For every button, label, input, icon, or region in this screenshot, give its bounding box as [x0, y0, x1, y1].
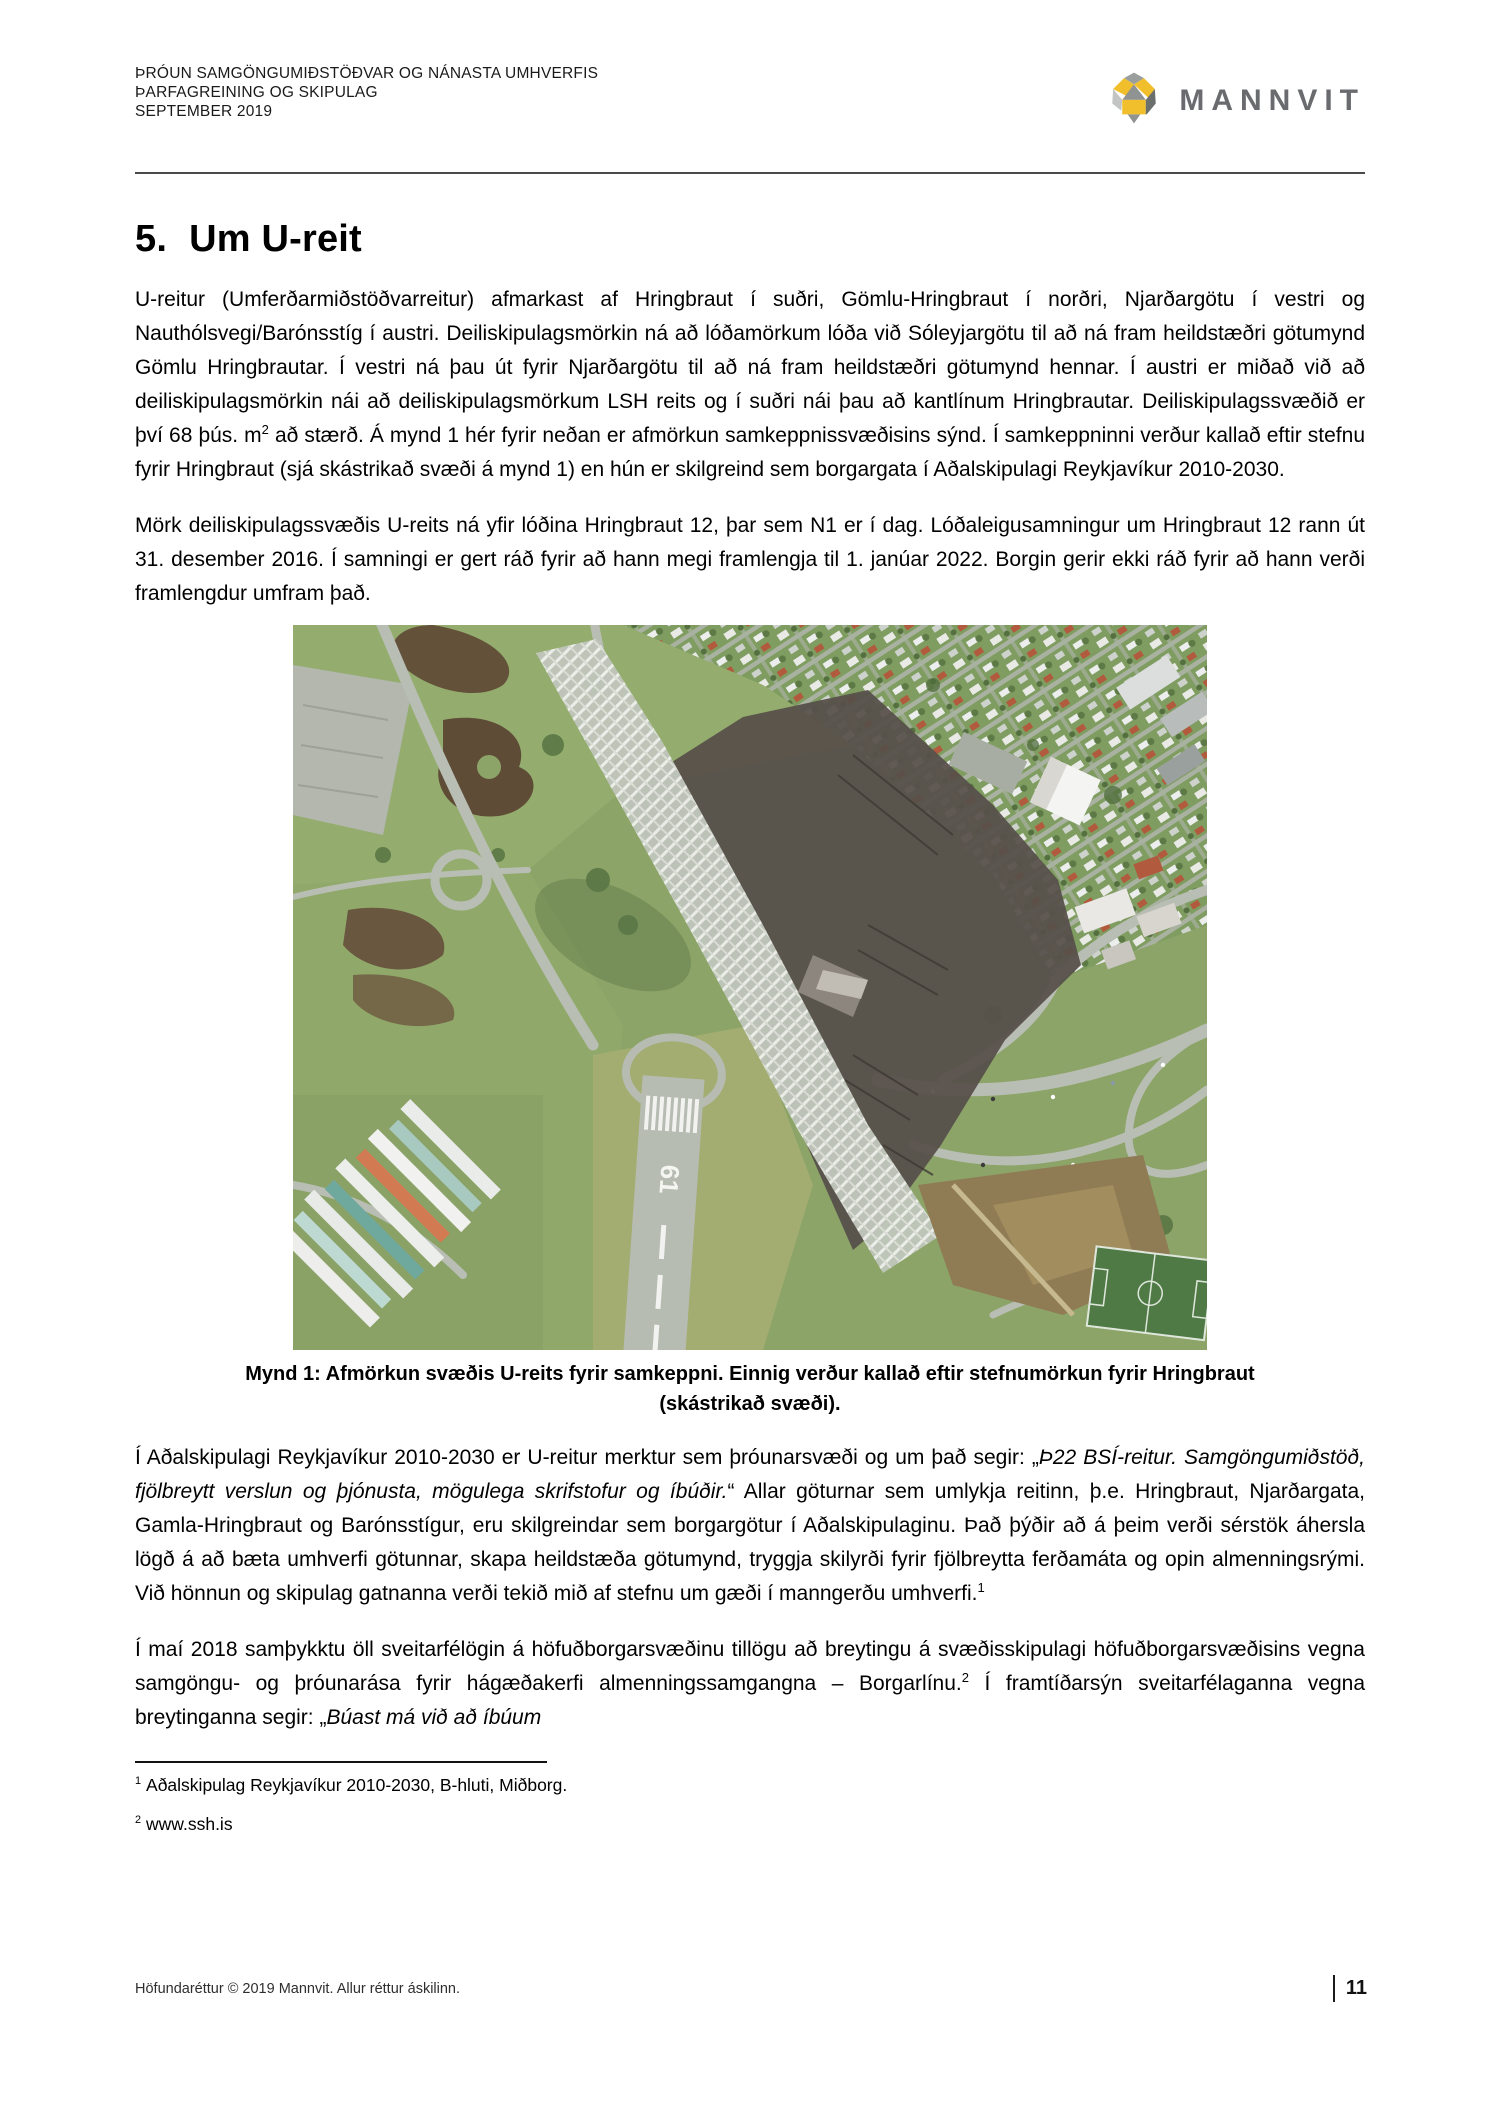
page-title	[135, 218, 1365, 261]
header-line-1: ÞRÓUN SAMGÖNGUMIÐSTÖÐVAR OG NÁNASTA UMHVERFIS	[135, 65, 599, 82]
page-footer	[135, 1975, 1367, 2002]
mannvit-logo-wordmark: MANNVIT	[1179, 84, 1365, 117]
header-line-2: ÞARFAGREINING OG SKIPULAG	[135, 84, 378, 101]
footnote-1	[135, 1769, 1365, 1802]
header-title-block	[135, 64, 598, 121]
figure-aerial-photo	[293, 625, 1207, 1350]
footnote-2-marker: 2	[135, 1814, 142, 1827]
section-title: Um U-reit	[189, 218, 362, 260]
mannvit-gem-icon	[1105, 66, 1163, 130]
aerial-map-illustration	[293, 625, 1207, 1350]
figure-caption-line-2: (skástrikað svæði).	[659, 1393, 841, 1415]
mannvit-logo	[1105, 66, 1365, 130]
runway-number: 61	[653, 1163, 686, 1195]
football-pitch	[1087, 1246, 1207, 1340]
paragraph-3: Í Aðalskipulagi Reykjavíkur 2010-2030 er U-reitur merktur sem þróunarsvæði og um það segir: „Þ22 BSÍ-reitur. Samgöngumiðstöð, fjölbreytt verslun og þjónusta, mögulega skrifstofur og íbúðir.“ Allar göturnar sem umlykja reitinn, þ.e. Hringbraut, Njarðargata, Gamla-Hringbraut og Barónsstígur, eru skilgreindar sem borgargötur í Aðalskipulaginu. Það þýðir að á þeim verði sérstök áhersla lögð á að bæta umhverfi götunnar, skapa heildstæða götumynd, tryggja skilyrði fyrir fjölbreytta ferðamáta og opin almenningsrými. Við hönnun og skipulag gatnanna verði tekið mið af stefnu um gæði í manngerðu umhverfi.$^1$	[135, 1446, 1365, 1605]
paragraph-1: U-reitur (Umferðarmiðstöðvarreitur) afmarkast af Hringbraut í suðri, Gömlu-Hringbraut í norðri, Njarðargötu í vestri og Nauthólsvegi/Barónsstíg í austri. Deiliskipulagsmörkin ná að lóðamörkum lóða við Sóleyjargötu til að ná fram heildstæðri götumynd Gömlu Hringbrautar. Í vestri ná þau út fyrir Njarðargötu til að ná fram heildstæðri götumynd hennar. Í austri er miðað við að deiliskipulagsmörkin nái að deiliskipulagsmörkum LSH reits og í suðri nái þau að kantlínum Hringbrautar. Deiliskipulagssvæðið er því 68 þús. $m^2$ að stærð. Á mynd 1 hér fyrir neðan er afmörkun samkeppnissvæðisins sýnd. Í samkeppninni verður kallað eftir stefnu fyrir Hringbraut (sjá skástrikað svæði á mynd 1) en hún er skilgreind sem borgargata í Aðalskipulagi Reykjavíkur 2010-2030.	[135, 288, 1366, 481]
footnote-1-marker: 1	[135, 1775, 142, 1788]
page-number-value: 11	[1345, 1977, 1367, 1999]
header-rule	[135, 172, 1365, 174]
figure-caption-line-1: Mynd 1: Afmörkun svæðis U-reits fyrir samkeppni. Einnig verður kallað eftir stefnumörkun fyrir Hringbraut	[245, 1363, 1255, 1385]
paragraph-4: Í maí 2018 samþykktu öll sveitarfélögin á höfuðborgarsvæðinu tillögu að breytingu á svæðisskipulagi höfuðborgarsvæðisins vegna samgöngu- og þróunarása fyrir hágæðakerfi almenningssamgangna – Borgarlínu.$^2$ Í framtíðarsýn sveitarfélaganna vegna breytinganna segir: „Búast má við að íbúum	[135, 1638, 1366, 1729]
header-line-3: SEPTEMBER 2019	[135, 103, 273, 120]
page-number	[1333, 1975, 1367, 2002]
footnote-2-text: www.ssh.is	[146, 1814, 233, 1834]
figure-caption	[135, 1359, 1365, 1419]
footnote-separator	[135, 1761, 547, 1763]
paragraph-2: Mörk deiliskipulagssvæðis U-reits ná yfir lóðina Hringbraut 12, þar sem N1 er í dag. Lóðaleigusamningur um Hringbraut 12 rann út 31. desember 2016. Í samningi er gert ráð fyrir að hann megi framlengja til 1. janúar 2022. Borgin gerir ekki ráð fyrir að hann verði framlengdur umfram það.	[135, 514, 1365, 605]
footnote-2	[135, 1808, 1365, 1841]
section-number: 5.	[135, 218, 168, 260]
copyright-text: Höfundaréttur © 2019 Mannvit. Allur réttur áskilinn.	[135, 1980, 461, 1997]
page-header	[135, 0, 1365, 130]
page-number-divider	[1333, 1975, 1335, 2002]
footnote-1-text: Aðalskipulag Reykjavíkur 2010-2030, B-hluti, Miðborg.	[146, 1775, 568, 1795]
